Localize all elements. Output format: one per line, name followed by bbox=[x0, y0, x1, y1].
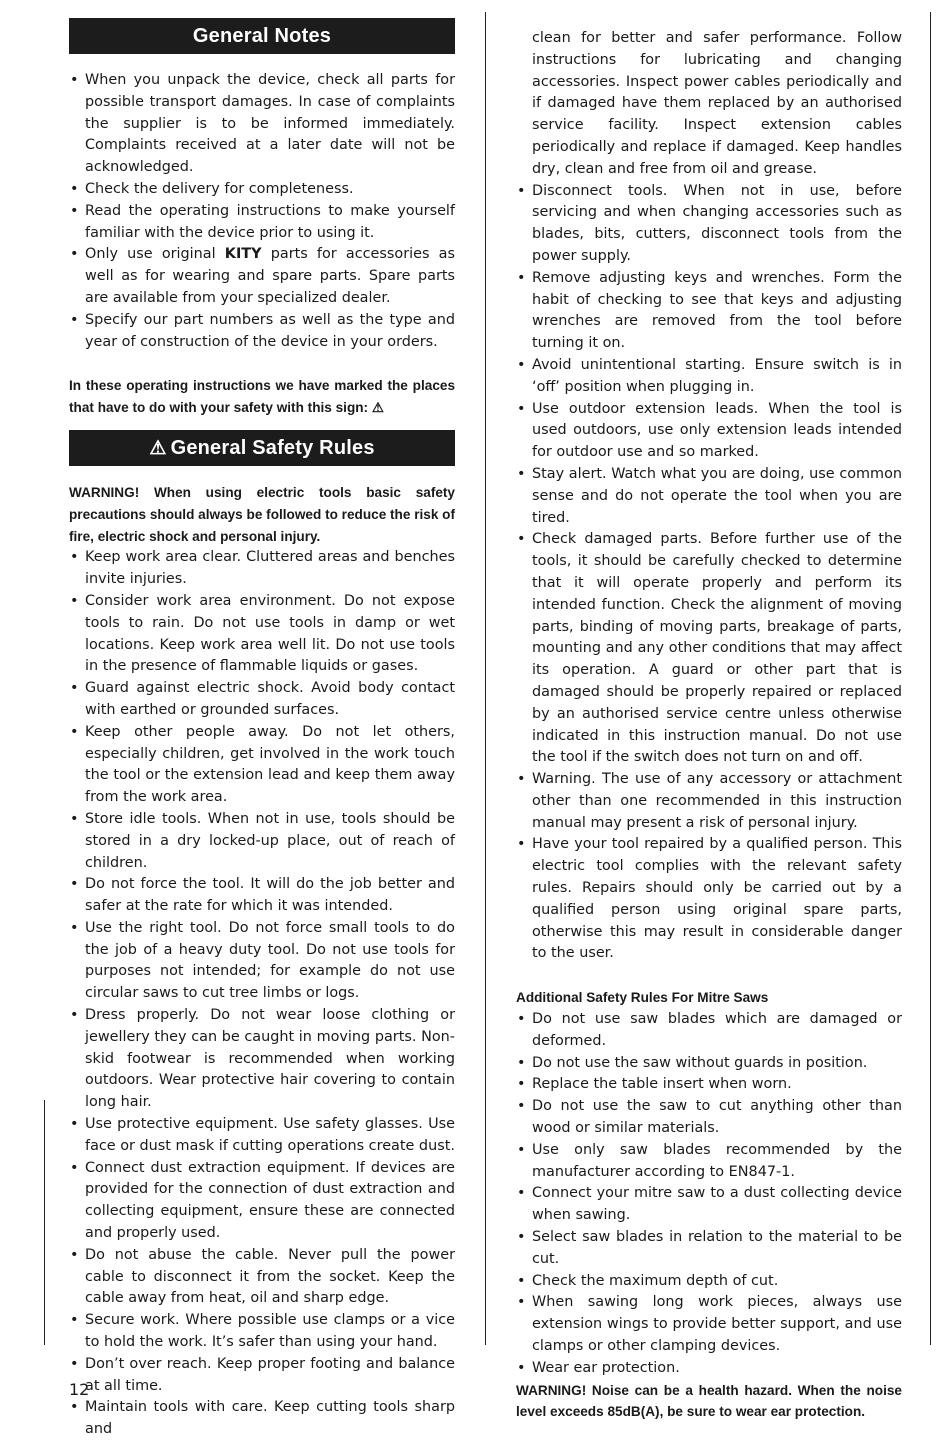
list-item: • Use the right tool. Do not force small tools to do the job of a heavy duty tool. Do not use tools for purposes not intended; for example do not use circular saws to cut tree limbs or logs. bbox=[69, 918, 455, 1005]
list-item: • Read the operating instructions to make yourself familiar with the device prior to using it. bbox=[69, 201, 455, 245]
general-safety-rules-heading: ⚠ General Safety Rules bbox=[69, 430, 455, 466]
list-item: • Keep work area clear. Cluttered areas and benches invite injuries. bbox=[69, 547, 455, 591]
page-number: 12 bbox=[69, 1380, 90, 1399]
list-item: • Connect your mitre saw to a dust collecting device when sawing. bbox=[516, 1183, 902, 1227]
list-item: • Do not use the saw without guards in position. bbox=[516, 1053, 902, 1075]
general-notes-heading: General Notes bbox=[69, 18, 455, 54]
list-item: • Use only saw blades recommended by the manufacturer according to EN847-1. bbox=[516, 1140, 902, 1184]
list-item: • Do not force the tool. It will do the job better and safer at the rate for which it was intended. bbox=[69, 874, 455, 918]
list-item: • Stay alert. Watch what you are doing, use common sense and do not operate the tool when you are tired. bbox=[516, 464, 902, 529]
right-margin-rule bbox=[930, 12, 931, 1345]
list-item: • Have your tool repaired by a qualified person. This electric tool complies with the relevant safety rules. Repairs should only be carried out by a qualified person using original spare parts, otherwise this may result in considerable danger to the user. bbox=[516, 834, 902, 965]
list-item: • Check damaged parts. Before further use of the tools, it should be carefully checked to determine that it will operate properly and perform its intended function. Check the alignment of moving parts, binding of moving parts, breakage of parts, mounting and any other conditions that may affect its operation. A guard or other part that is damaged should be properly repaired or replaced by an authorised service centre unless otherwise indicated in this instruction manual. Do not use the tool if the switch does not turn on and off. bbox=[516, 529, 902, 769]
kity-brand: KITY bbox=[224, 246, 262, 263]
list-item: • Guard against electric shock. Avoid body contact with earthed or grounded surfaces. bbox=[69, 678, 455, 722]
column-divider bbox=[485, 12, 486, 1345]
general-notes-list bbox=[69, 70, 455, 353]
safety-rules-list-left bbox=[69, 547, 455, 1441]
list-item: • Dress properly. Do not wear loose clothing or jewellery they can be caught in moving parts. Non-skid footwear is recommended when working outdoors. Wear protective hair covering to contain long hair. bbox=[69, 1005, 455, 1114]
list-item: • Check the maximum depth of cut. bbox=[516, 1271, 902, 1293]
list-item: • Specify our part numbers as well as the type and year of construction of the device in your orders. bbox=[69, 310, 455, 354]
list-item: • Maintain tools with care. Keep cutting tools sharp and bbox=[69, 1397, 455, 1441]
list-item: • Store idle tools. When not in use, tools should be stored in a dry locked-up place, out of reach of children. bbox=[69, 809, 455, 874]
warning-triangle-icon: ⚠ bbox=[149, 437, 167, 459]
list-item: • Don’t over reach. Keep proper footing and balance at all time. bbox=[69, 1354, 455, 1398]
list-item: • Wear ear protection. bbox=[516, 1358, 902, 1380]
list-item: • Select saw blades in relation to the material to be cut. bbox=[516, 1227, 902, 1271]
noise-warning: WARNING! Noise can be a health hazard. When the noise level exceeds 85dB(A), be sure to wear ear protection. bbox=[516, 1382, 902, 1420]
continued-text: clean for better and safer performance. Follow instructions for lubricating and changing accessories. Inspect power cables periodically and if damaged have them replaced by an authorised service facility. Inspect extension cables periodically and replace if damaged. Keep handles dry, clean and free from oil and grease. bbox=[532, 30, 902, 177]
list-item: • Replace the table insert when worn. bbox=[516, 1074, 902, 1096]
list-item: • Do not use the saw to cut anything other than wood or similar materials. bbox=[516, 1096, 902, 1140]
left-margin-rule bbox=[44, 1100, 45, 1345]
list-item: • When you unpack the device, check all parts for possible transport damages. In case of complaints the supplier is to be informed immediately. Complaints received at a later date will not be acknowledged. bbox=[69, 70, 455, 179]
list-item: • Use outdoor extension leads. When the tool is used outdoors, use only extension leads intended for outdoor use and so marked. bbox=[516, 399, 902, 464]
electric-tools-warning: WARNING! When using electric tools basic safety precautions should always be followed to reduce the risk of fire, electric shock and personal injury. bbox=[69, 484, 455, 544]
list-item: • Connect dust extraction equipment. If devices are provided for the connection of dust extraction and collecting equipment, ensure these are connected and properly used. bbox=[69, 1158, 455, 1245]
list-item: • Check the delivery for completeness. bbox=[69, 179, 455, 201]
list-item: • Keep other people away. Do not let others, especially children, get involved in the work touch the tool or the extension lead and keep them away from the work area. bbox=[69, 722, 455, 809]
list-item: • Use protective equipment. Use safety glasses. Use face or dust mask if cutting operations create dust. bbox=[69, 1114, 455, 1158]
list-item: • Remove adjusting keys and wrenches. Form the habit of checking to see that keys and adjusting wrenches are removed from the tool before turning it on. bbox=[516, 268, 902, 355]
list-item: • Secure work. Where possible use clamps or a vice to hold the work. It’s safer than using your hand. bbox=[69, 1310, 455, 1354]
list-item: • Warning. The use of any accessory or attachment other than one recommended in this instruction manual may present a risk of personal injury. bbox=[516, 769, 902, 834]
list-item: • Do not abuse the cable. Never pull the power cable to disconnect it from the socket. Keep the cable away from heat, oil and sharp edge. bbox=[69, 1245, 455, 1310]
list-item: • Do not use saw blades which are damaged or deformed. bbox=[516, 1009, 902, 1053]
list-item: • Consider work area environment. Do not expose tools to rain. Do not use tools in damp or wet locations. Keep work area well lit. Do not use tools in the presence of flammable liquids or gases. bbox=[69, 591, 455, 678]
list-item: • When sawing long work pieces, always use extension wings to provide better support, and use clamps or other clamping devices. bbox=[516, 1292, 902, 1357]
safety-sign-note: In these operating instructions we have marked the places that have to do with your safety with this sign: ⚠ bbox=[69, 378, 455, 416]
left-column bbox=[69, 18, 455, 1441]
mitre-saw-rules-list bbox=[516, 1009, 902, 1380]
safety-rules-list-right bbox=[516, 181, 902, 966]
right-column bbox=[516, 28, 902, 1423]
list-item: • Avoid unintentional starting. Ensure switch is in ‘off’ position when plugging in. bbox=[516, 355, 902, 399]
list-item: • Only use original KITY parts for accessories as well as for wearing and spare parts. Spare parts are available from your specialized dealer. bbox=[69, 244, 455, 309]
mitre-saw-rules-heading: Additional Safety Rules For Mitre Saws bbox=[516, 990, 769, 1006]
list-item: • Disconnect tools. When not in use, before servicing and when changing accessories such as blades, bits, cutters, disconnect tools from the power supply. bbox=[516, 181, 902, 268]
